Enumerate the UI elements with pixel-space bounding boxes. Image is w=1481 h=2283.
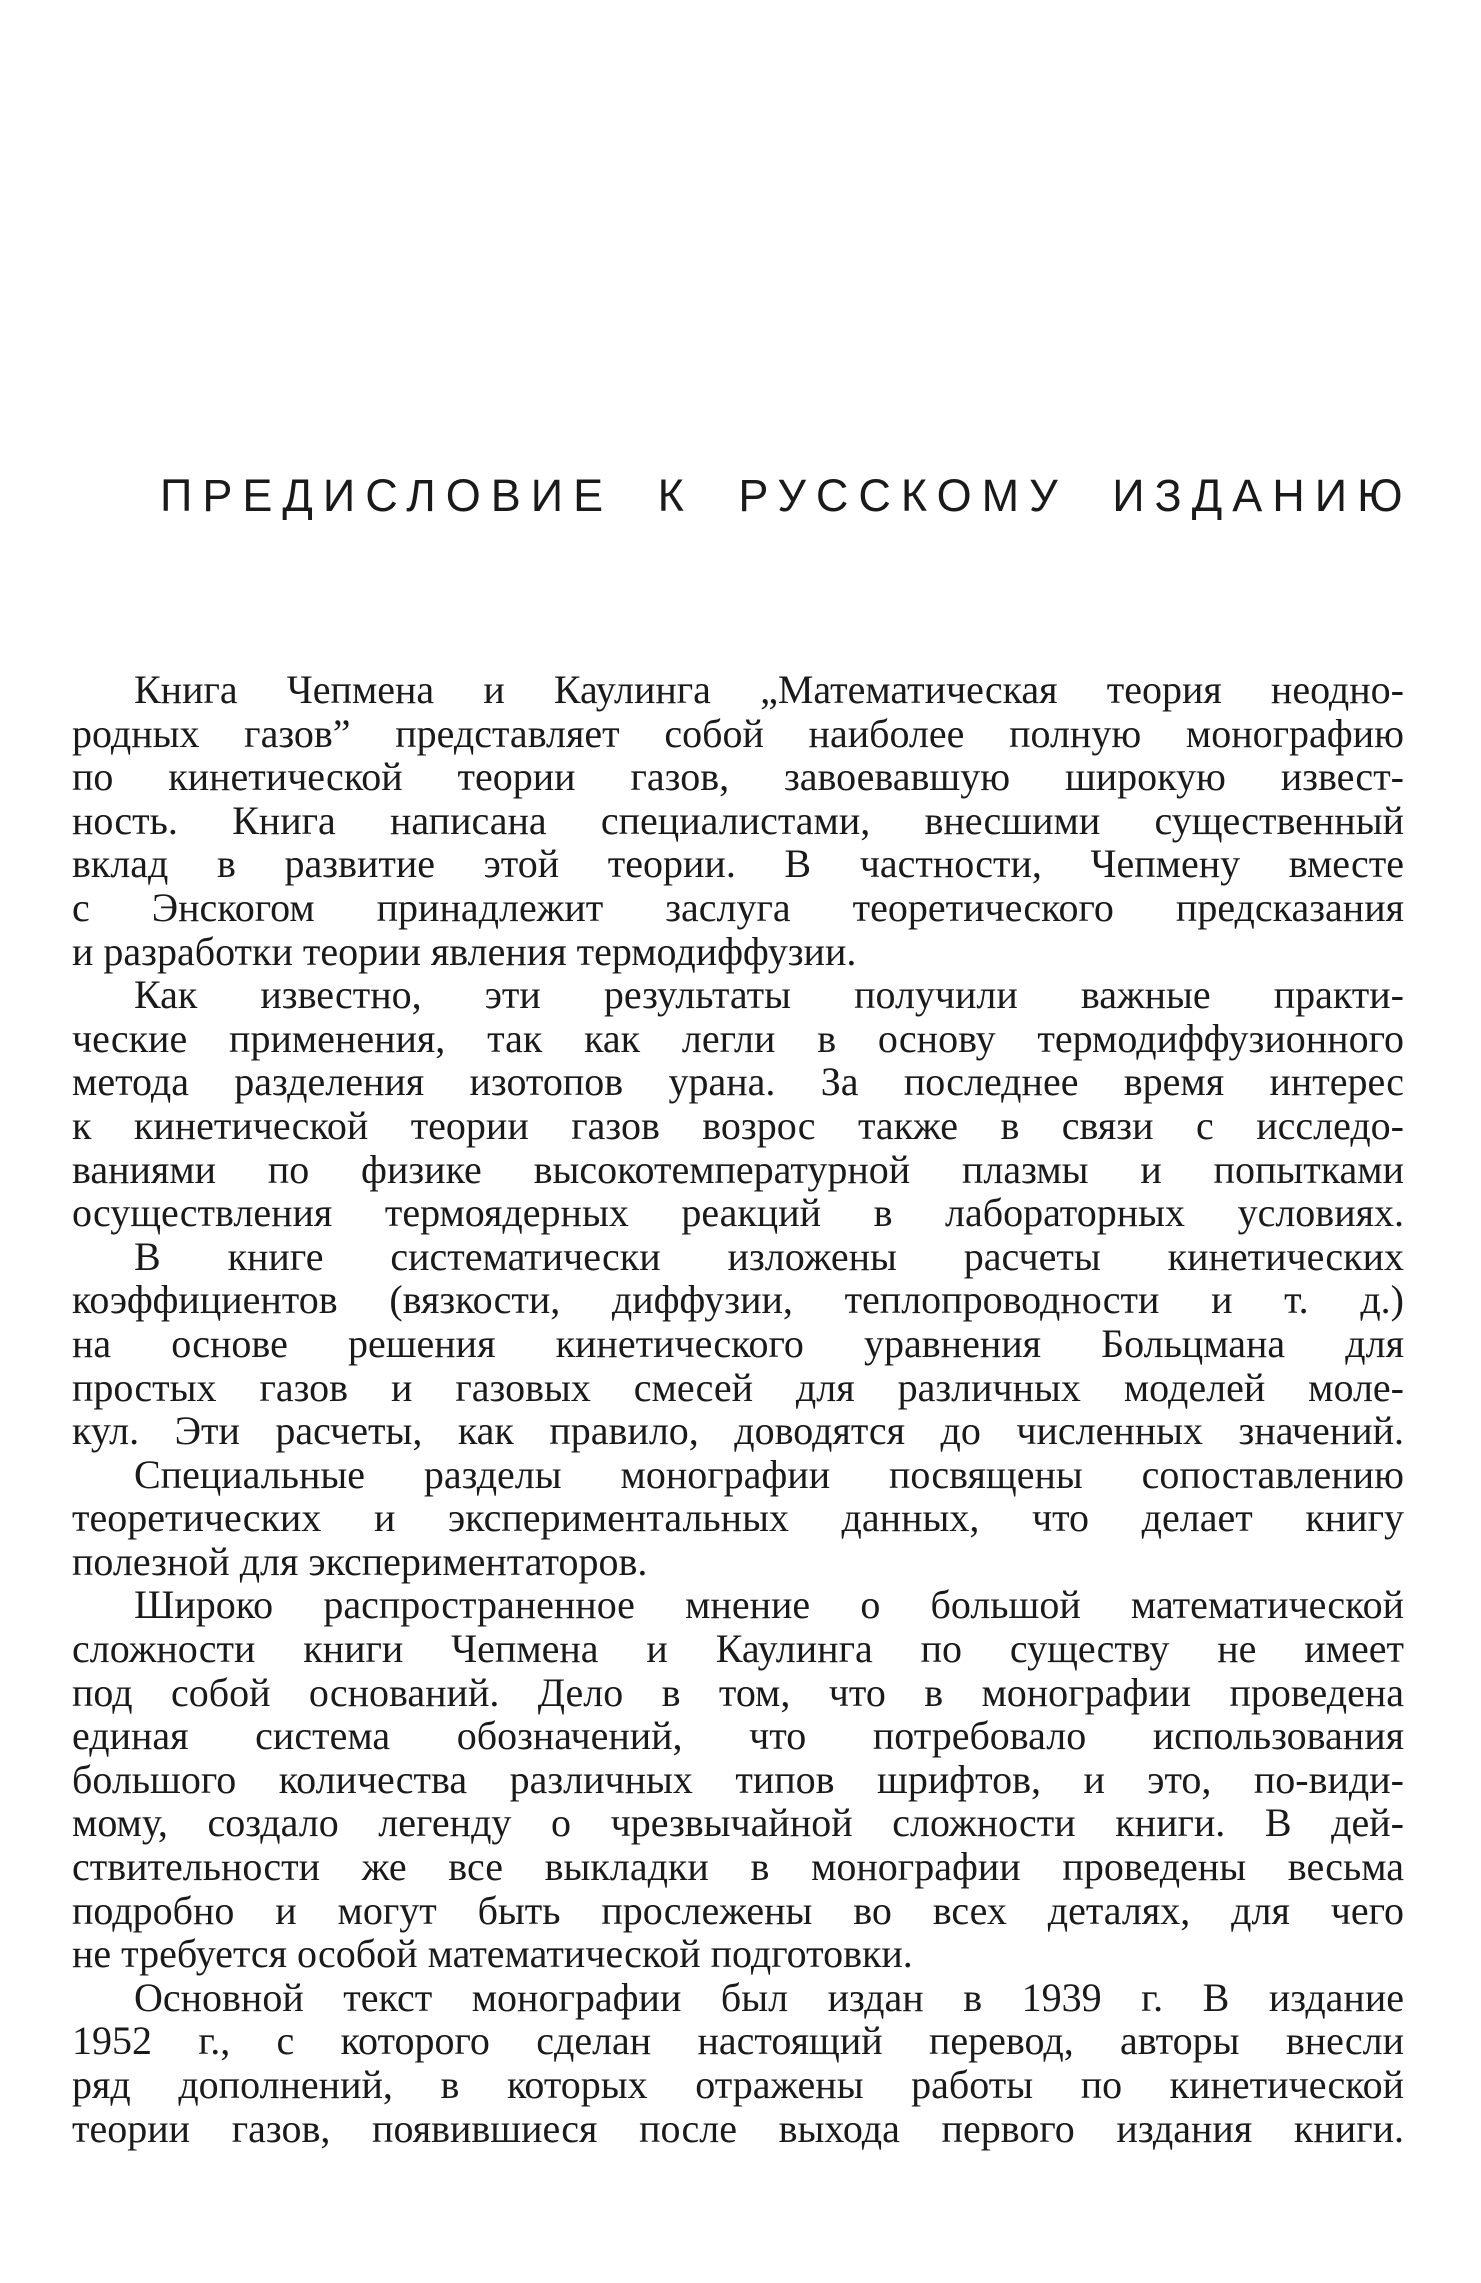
- text-line: к кинетической теории газов возрос также в связи с исследо-: [72, 1102, 1404, 1148]
- text-line: ряд дополнений, в которых отражены работы по кинетической: [72, 2062, 1404, 2107]
- text-line: В книге систематически изложены расчеты кинетических: [134, 1233, 1404, 1279]
- text-line: осуществления термоядерных реакций в лабораторных условиях.: [72, 1190, 1404, 1236]
- text-line: сложности книги Чепмена и Каулинга по существу не имеет: [72, 1626, 1404, 1672]
- text-line: единая система обозначений, что потребовало использования: [72, 1713, 1404, 1759]
- text-line: Как известно, эти результаты получили важные практи-: [134, 972, 1404, 1018]
- text-line: родных газов” представляет собой наиболее полную монографию: [72, 710, 1404, 756]
- text-line: и разработки теории явления термодиффузии.: [72, 928, 857, 974]
- text-line: ность. Книга написана специалистами, внесшими существенный: [72, 797, 1404, 843]
- text-line: ческие применения, так как легли в основу термодиффузионного: [72, 1015, 1404, 1061]
- paragraph-6: [72, 1976, 1404, 2150]
- text-line: ствительности же все выкладки в монографии проведены весьма: [72, 1844, 1404, 1890]
- text-line: метода разделения изотопов урана. За последнее время интерес: [72, 1059, 1404, 1105]
- paragraph-5: [72, 1583, 1404, 1975]
- text-line: полезной для экспериментаторов.: [72, 1538, 648, 1584]
- paragraph-1: [72, 668, 1404, 973]
- text-line: по кинетической теории газов, завоевавшую широкую извест-: [72, 754, 1404, 800]
- text-line: на основе решения кинетического уравнения Больцмана для: [72, 1320, 1404, 1366]
- text-line: ваниями по физике высокотемпературной плазмы и попытками: [72, 1146, 1404, 1192]
- page-title: ПРЕДИСЛОВИЕ К РУССКОМУ ИЗДАНИЮ: [160, 470, 1413, 521]
- text-line: Книга Чепмена и Каулинга „Математическая теория неодно-: [134, 667, 1404, 712]
- text-line: Широко распространенное мнение о большой математической: [134, 1582, 1404, 1628]
- text-line: подробно и могут быть прослежены во всех деталях, для чего: [72, 1887, 1404, 1933]
- text-line: коэффициентов (вязкости, диффузии, теплопроводности и т. д.): [72, 1277, 1404, 1323]
- paragraph-3: [72, 1235, 1404, 1453]
- text-line: Основной текст монографии был издан в 1939 г. В издание: [134, 1974, 1404, 2020]
- text-line: мому, создало легенду о чрезвычайной сложности книги. В дей-: [72, 1800, 1404, 1846]
- text-line: с Энскогом принадлежит заслуга теоретического предсказания: [72, 884, 1404, 930]
- text-line: под собой оснований. Дело в том, что в монографии проведена: [72, 1669, 1404, 1715]
- text-line: вклад в развитие этой теории. В частности, Чепмену вместе: [72, 841, 1404, 887]
- text-line: не требуется особой математической подготовки.: [72, 1931, 913, 1977]
- text-line: Специальные разделы монографии посвящены сопоставлению: [134, 1451, 1404, 1497]
- text-line: теории газов, появившиеся после выхода первого издания книги.: [72, 2105, 1404, 2151]
- text-line: простых газов и газовых смесей для различных моделей моле-: [72, 1364, 1404, 1410]
- text-line: кул. Эти расчеты, как правило, доводятся до численных значений.: [72, 1408, 1404, 1454]
- text-line: большого количества различных типов шрифтов, и это, по-види-: [72, 1756, 1404, 1802]
- paragraph-4: [72, 1453, 1404, 1584]
- text-line: 1952 г., с которого сделан настоящий перевод, авторы внесли: [72, 2018, 1404, 2064]
- preface-body: [72, 668, 1404, 2150]
- paragraph-2: [72, 973, 1404, 1235]
- text-line: теоретических и экспериментальных данных, что делает книгу: [72, 1495, 1404, 1541]
